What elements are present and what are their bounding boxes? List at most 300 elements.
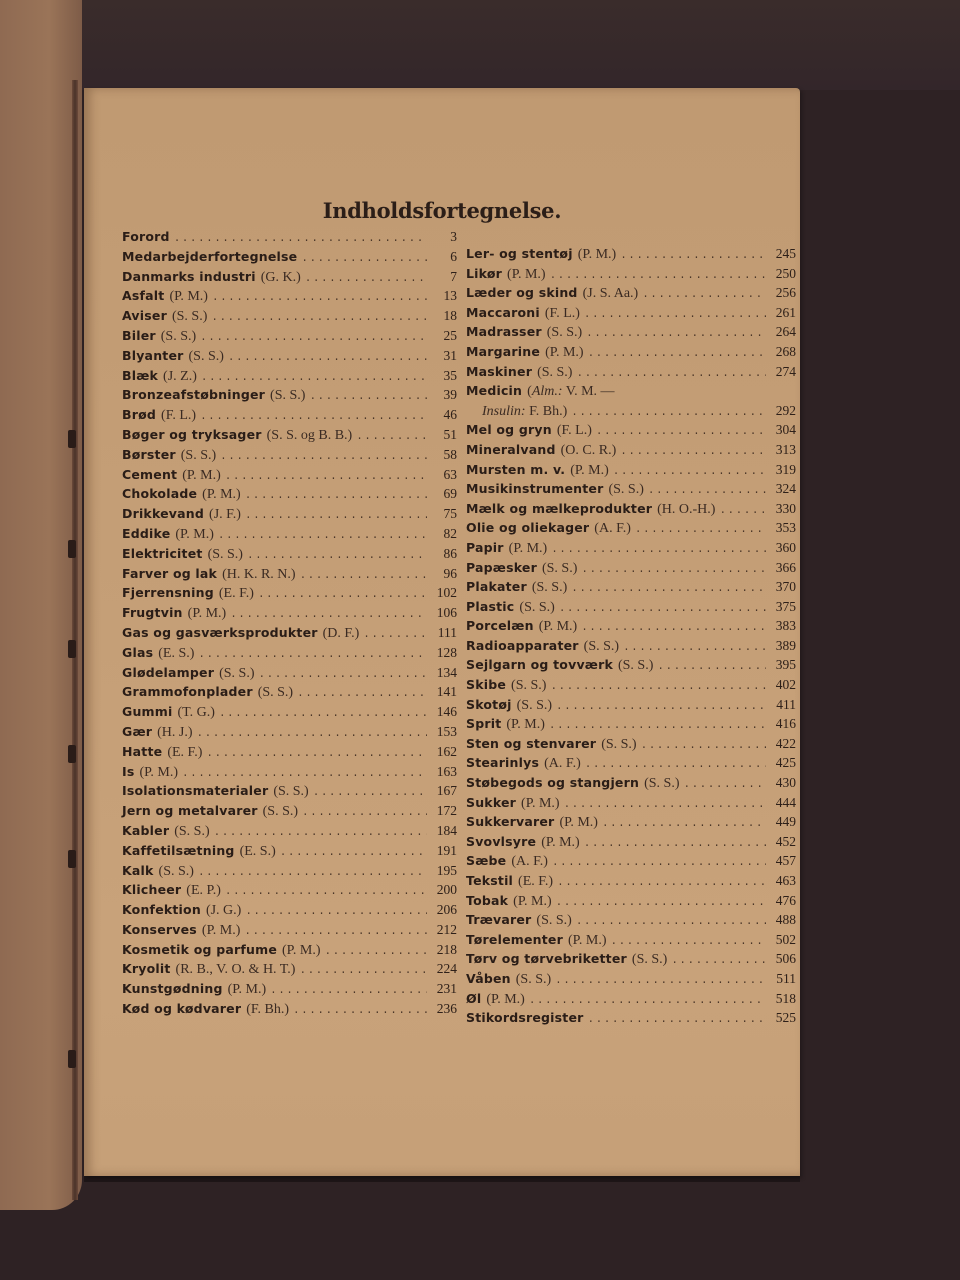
entry-page-number: 153 bbox=[436, 723, 457, 739]
entry-author: (F. Bh.) bbox=[246, 1002, 290, 1018]
entry-author: (P. M.) bbox=[521, 795, 560, 811]
dot-leader bbox=[206, 748, 427, 760]
toc-entry bbox=[122, 625, 457, 645]
dot-leader bbox=[581, 564, 766, 576]
entry-title: Brød bbox=[122, 407, 157, 423]
entry-page-number: 488 bbox=[775, 912, 796, 928]
entry-page-number: 236 bbox=[436, 1001, 457, 1017]
book-page bbox=[84, 88, 800, 1176]
dot-leader bbox=[642, 289, 766, 301]
toc-entry bbox=[122, 467, 457, 487]
entry-title: Porcelæn bbox=[466, 618, 534, 634]
entry-page-number: 162 bbox=[436, 743, 457, 759]
entry-author: (S. S.) bbox=[171, 309, 208, 325]
toc-entry bbox=[466, 442, 796, 462]
entry-page-number: 360 bbox=[775, 539, 796, 555]
entry-page-number: 13 bbox=[443, 288, 457, 304]
entry-author: (P. M.) bbox=[227, 982, 267, 998]
entry-title: Kryolit bbox=[122, 961, 171, 977]
dot-leader bbox=[247, 550, 427, 562]
stitch-mark bbox=[68, 850, 76, 868]
entry-author: (S. S.) bbox=[583, 638, 620, 654]
entry-page-number: 274 bbox=[775, 363, 796, 379]
entry-author: (Alm.: V. M. — bbox=[527, 384, 615, 400]
entry-author: (S. S.) bbox=[519, 599, 555, 615]
entry-title: Bøger og tryksager bbox=[122, 426, 262, 442]
toc-entry bbox=[122, 902, 457, 922]
toc-entry bbox=[466, 638, 796, 658]
entry-title: Farver og lak bbox=[122, 565, 218, 581]
entry-page-number: 212 bbox=[436, 921, 457, 937]
entry-page-number: 46 bbox=[443, 407, 457, 423]
entry-author: (E. S.) bbox=[158, 645, 195, 661]
entry-page-number: 457 bbox=[775, 853, 796, 869]
dot-leader bbox=[356, 431, 427, 443]
entry-page-number: 224 bbox=[436, 961, 457, 977]
entry-title: Svovlsyre bbox=[466, 833, 537, 849]
entry-author: (H. O.-H.) bbox=[657, 501, 716, 517]
dot-leader bbox=[214, 827, 427, 839]
entry-title: Madrasser bbox=[466, 324, 542, 340]
entry-author: (S. S.) bbox=[174, 823, 210, 839]
entry-page-number: 313 bbox=[775, 441, 796, 457]
entry-author: (P. M.) bbox=[541, 834, 580, 850]
entry-author: (S. S.) bbox=[536, 913, 572, 929]
entry-page-number: 444 bbox=[775, 794, 796, 810]
toc-entry bbox=[122, 704, 457, 724]
dot-leader bbox=[225, 471, 427, 483]
dot-leader bbox=[244, 926, 427, 938]
dot-leader bbox=[200, 411, 427, 423]
entry-author: (E. F.) bbox=[167, 744, 203, 760]
entry-page-number: 383 bbox=[775, 618, 796, 634]
entry-author: (F. L.) bbox=[161, 408, 197, 424]
entry-title: Skotøj bbox=[466, 696, 512, 712]
entry-title: Grammofonplader bbox=[122, 684, 253, 700]
entry-page-number: 6 bbox=[450, 248, 457, 264]
entry-page-number: 3 bbox=[450, 229, 457, 244]
dot-leader bbox=[325, 946, 427, 958]
toc-entry bbox=[122, 783, 457, 803]
toc-entry bbox=[466, 873, 796, 893]
dot-leader bbox=[309, 391, 427, 403]
entry-title: Cement bbox=[122, 466, 178, 482]
entry-author: (S. S.) bbox=[219, 665, 255, 681]
entry-title: Musikinstrumenter bbox=[466, 481, 604, 497]
dot-leader bbox=[555, 975, 766, 987]
entry-page-number: 292 bbox=[775, 402, 796, 418]
toc-entry bbox=[122, 764, 457, 784]
entry-title: Klicheer bbox=[122, 882, 182, 898]
toc-entry bbox=[122, 605, 457, 625]
entry-page-number: 449 bbox=[775, 814, 796, 830]
toc-entry bbox=[122, 249, 457, 269]
entry-page-number: 463 bbox=[775, 873, 796, 888]
entry-title: Kabler bbox=[122, 822, 170, 838]
toc-entry bbox=[466, 364, 796, 384]
entry-title: Skibe bbox=[466, 677, 507, 693]
toc-entry bbox=[466, 422, 796, 442]
entry-author: (S. S.) bbox=[617, 658, 654, 674]
toc-entry-continuation bbox=[466, 403, 796, 423]
entry-author: (E. F.) bbox=[218, 586, 254, 602]
dot-leader bbox=[641, 740, 766, 752]
entry-author: (R. B., V. O. & H. T.) bbox=[175, 962, 296, 978]
dot-leader bbox=[683, 779, 766, 791]
dot-leader bbox=[212, 292, 427, 304]
entry-author: (P. M.) bbox=[175, 526, 214, 542]
entry-title: Maskiner bbox=[466, 363, 533, 379]
entry-title: Likør bbox=[466, 265, 503, 281]
entry-title: Tobak bbox=[466, 892, 509, 908]
entry-author: (S. S.) bbox=[158, 863, 194, 879]
dot-leader bbox=[301, 253, 427, 265]
toc-entry bbox=[466, 657, 796, 677]
toc-entry bbox=[466, 501, 796, 521]
entry-page-number: 353 bbox=[775, 520, 796, 536]
dot-leader bbox=[218, 530, 427, 542]
entry-author: (S. S.) bbox=[207, 546, 243, 562]
entry-page-number: 319 bbox=[775, 461, 796, 477]
entry-page-number: 167 bbox=[436, 783, 457, 799]
entry-page-number: 25 bbox=[443, 327, 457, 343]
entry-page-number: 141 bbox=[436, 684, 457, 700]
entry-title: Kosmetik og parfume bbox=[122, 941, 277, 957]
toc-entry bbox=[122, 288, 457, 308]
entry-page-number: 75 bbox=[443, 506, 457, 522]
dot-leader bbox=[270, 985, 427, 997]
toc-entry bbox=[466, 599, 796, 619]
toc-left-column bbox=[122, 229, 457, 1021]
dot-leader bbox=[280, 847, 427, 859]
toc-entry bbox=[466, 677, 796, 697]
toc-entry bbox=[466, 834, 796, 854]
entry-page-number: 134 bbox=[436, 664, 457, 680]
entry-author: (P. M.) bbox=[201, 922, 241, 938]
entry-author: (P. M.) bbox=[513, 893, 552, 909]
dot-leader bbox=[623, 642, 766, 654]
entry-author: (P. M.) bbox=[139, 764, 179, 780]
entry-author: (A. F.) bbox=[544, 756, 581, 772]
dot-leader bbox=[302, 807, 427, 819]
entry-title: Fjerrensning bbox=[122, 585, 214, 601]
entry-page-number: 35 bbox=[443, 367, 457, 383]
entry-page-number: 31 bbox=[443, 347, 457, 363]
dot-leader bbox=[550, 681, 766, 693]
toc-entry bbox=[122, 546, 457, 566]
entry-page-number: 425 bbox=[775, 755, 796, 771]
dot-leader bbox=[198, 649, 427, 661]
entry-page-number: 69 bbox=[443, 486, 457, 502]
dot-leader bbox=[200, 332, 427, 344]
entry-page-number: 256 bbox=[775, 285, 796, 301]
entry-title: Blyanter bbox=[122, 347, 184, 363]
entry-page-number: 411 bbox=[776, 696, 796, 712]
entry-author-text: F. Bh.) bbox=[529, 403, 568, 419]
entry-title: Papir bbox=[466, 539, 504, 555]
toc-entry bbox=[466, 383, 796, 403]
entry-author: (P. M.) bbox=[182, 467, 221, 483]
dot-leader bbox=[613, 466, 766, 478]
entry-page-number: 102 bbox=[436, 585, 457, 601]
entry-title: Øl bbox=[466, 990, 482, 1006]
toc-entry bbox=[466, 755, 796, 775]
dot-leader bbox=[297, 688, 427, 700]
dot-leader bbox=[556, 897, 766, 909]
entry-author: (S. S.) bbox=[541, 560, 578, 576]
entry-page-number: 330 bbox=[775, 500, 796, 516]
entry-title: Ler- og stentøj bbox=[466, 246, 573, 261]
toc-entry bbox=[122, 863, 457, 883]
toc-entry bbox=[466, 716, 796, 736]
toc-entry bbox=[122, 407, 457, 427]
toc-entry bbox=[466, 246, 796, 266]
entry-title: Chokolade bbox=[122, 486, 198, 502]
toc-entry bbox=[122, 585, 457, 605]
entry-title: Stikordsregister bbox=[466, 1010, 584, 1026]
toc-entry bbox=[122, 665, 457, 685]
toc-entry bbox=[122, 348, 457, 368]
entry-title: Drikkevand bbox=[122, 506, 205, 522]
toc-entry bbox=[466, 932, 796, 952]
entry-page-number: 106 bbox=[436, 605, 457, 621]
dot-leader bbox=[220, 451, 427, 463]
entry-title: Sprit bbox=[466, 716, 502, 732]
entry-page-number: 304 bbox=[775, 422, 796, 438]
toc-entry bbox=[466, 462, 796, 482]
entry-title: Mineralvand bbox=[466, 441, 556, 457]
entry-author: (S. S.) bbox=[546, 325, 583, 341]
dot-leader bbox=[219, 708, 427, 720]
entry-title: Is bbox=[122, 763, 135, 779]
toc-entry bbox=[466, 697, 796, 717]
previous-page-edge bbox=[0, 0, 82, 1210]
toc-entry bbox=[122, 566, 457, 586]
entry-author: (S. S.) bbox=[262, 804, 299, 820]
entry-author: (P. M.) bbox=[187, 606, 227, 622]
entry-page-number: 395 bbox=[775, 657, 796, 673]
dot-leader bbox=[549, 720, 766, 732]
entry-title: Bronzeafstøbninger bbox=[122, 387, 266, 403]
dot-leader bbox=[552, 857, 766, 869]
entry-author: (E. P.) bbox=[186, 883, 221, 899]
page-title: Indholdsfortegnelse. bbox=[322, 198, 562, 223]
dot-leader bbox=[245, 906, 427, 918]
dot-leader bbox=[556, 701, 766, 713]
stitch-mark bbox=[68, 540, 76, 558]
entry-page-number: 82 bbox=[443, 525, 457, 541]
entry-title: Gær bbox=[122, 723, 153, 739]
dot-leader bbox=[551, 544, 766, 556]
entry-author: (A. F.) bbox=[594, 521, 631, 537]
toc-entry bbox=[122, 961, 457, 981]
entry-page-number: 452 bbox=[775, 833, 796, 849]
entry-page-number: 163 bbox=[436, 763, 457, 779]
entry-author: (P. M.) bbox=[545, 344, 584, 360]
dot-leader bbox=[581, 622, 766, 634]
entry-page-number: 506 bbox=[775, 951, 796, 967]
toc-entry bbox=[122, 427, 457, 447]
entry-author: (G. K.) bbox=[260, 269, 301, 285]
dot-leader bbox=[230, 609, 427, 621]
entry-title: Isolationsmaterialer bbox=[122, 783, 269, 799]
entry-title: Sejlgarn og tovværk bbox=[466, 657, 613, 673]
toc-entry bbox=[122, 269, 457, 289]
entry-page-number: 128 bbox=[436, 644, 457, 660]
entry-page-number: 58 bbox=[443, 446, 457, 462]
entry-title: Medicin bbox=[466, 383, 523, 399]
toc-entry bbox=[122, 526, 457, 546]
toc-entry bbox=[466, 560, 796, 580]
entry-title: Glødelamper bbox=[122, 664, 215, 680]
entry-title: Glas bbox=[122, 644, 154, 660]
entry-title: Trævarer bbox=[466, 912, 532, 928]
entry-title: Olie og oliekager bbox=[466, 520, 590, 536]
entry-page-number: 111 bbox=[437, 624, 457, 640]
toc-entry bbox=[466, 775, 796, 795]
toc-entry bbox=[122, 229, 457, 249]
dot-leader bbox=[559, 603, 766, 615]
entry-author: (D. F.) bbox=[322, 625, 360, 641]
entry-title: Frugtvin bbox=[122, 605, 183, 621]
toc-entry bbox=[466, 991, 796, 1011]
entry-title: Mælk og mælkeprodukter bbox=[466, 500, 653, 516]
entry-title: Aviser bbox=[122, 308, 167, 324]
entry-page-number: 476 bbox=[775, 892, 796, 908]
stitch-mark bbox=[68, 1050, 76, 1068]
entry-title: Kaffetilsætning bbox=[122, 842, 235, 858]
entry-page-number: 518 bbox=[775, 990, 796, 1006]
dot-leader bbox=[363, 629, 427, 641]
dot-leader bbox=[585, 759, 766, 771]
entry-page-number: 18 bbox=[443, 308, 457, 324]
entry-author: (E. F.) bbox=[518, 874, 554, 889]
entry-author: (P. M.) bbox=[506, 717, 545, 733]
entry-title: Sæbe bbox=[466, 853, 507, 869]
toc-entry bbox=[466, 795, 796, 815]
entry-page-number: 422 bbox=[775, 735, 796, 751]
toc-entry bbox=[466, 893, 796, 913]
entry-title: Sukker bbox=[466, 794, 517, 810]
entry-page-number: 250 bbox=[775, 265, 796, 281]
entry-author-italic: Alm.: bbox=[531, 384, 563, 400]
background bbox=[0, 0, 960, 90]
entry-page-number: 146 bbox=[436, 704, 457, 720]
toc-entry bbox=[466, 736, 796, 756]
entry-page-number: 184 bbox=[436, 822, 457, 838]
entry-page-number: 402 bbox=[775, 677, 796, 693]
dot-leader bbox=[588, 348, 766, 360]
entry-author: (T. G.) bbox=[177, 705, 215, 721]
entry-author: (S. S.) bbox=[160, 328, 197, 344]
entry-page-number: 172 bbox=[436, 803, 457, 819]
entry-author: (F. L.) bbox=[556, 423, 592, 439]
entry-author: (P. M.) bbox=[507, 266, 546, 282]
entry-author: (J. Z.) bbox=[163, 368, 197, 384]
entry-author: (S. S.) bbox=[257, 685, 294, 701]
toc-entry bbox=[122, 447, 457, 467]
entry-title: Elektricitet bbox=[122, 545, 203, 561]
entry-author: (J. G.) bbox=[205, 903, 242, 919]
toc-entry bbox=[466, 912, 796, 932]
entry-author: (P. M.) bbox=[538, 619, 578, 635]
entry-author-text: V. M. — bbox=[565, 384, 615, 400]
entry-title: Hatte bbox=[122, 743, 163, 759]
entry-page-number: 366 bbox=[775, 559, 796, 575]
dot-leader bbox=[259, 669, 428, 681]
entry-title: Kalk bbox=[122, 862, 154, 878]
entry-author: (S. S.) bbox=[537, 364, 573, 380]
toc-entry bbox=[466, 971, 796, 991]
toc-entry bbox=[466, 951, 796, 971]
entry-title: Støbegods og stangjern bbox=[466, 775, 640, 791]
entry-title: Tørelementer bbox=[466, 931, 563, 947]
toc-entry bbox=[122, 368, 457, 388]
entry-title: Mursten m. v. bbox=[466, 461, 566, 477]
entry-title: Eddike bbox=[122, 525, 171, 541]
entry-author: (A. F.) bbox=[511, 854, 548, 870]
entry-title: Asfalt bbox=[122, 288, 165, 304]
entry-page-number: 324 bbox=[775, 481, 796, 497]
entry-title: Mel og gryn bbox=[466, 422, 552, 438]
entry-author: (S. S.) bbox=[631, 952, 668, 968]
dot-leader bbox=[198, 867, 427, 879]
entry-title: Radioapparater bbox=[466, 637, 579, 653]
entry-page-number: 63 bbox=[443, 466, 457, 482]
dot-leader bbox=[293, 1005, 427, 1017]
dot-leader bbox=[610, 936, 766, 948]
entry-author: (S. S.) bbox=[188, 348, 224, 364]
dot-leader bbox=[305, 273, 427, 285]
entry-page-number: 416 bbox=[775, 716, 796, 732]
entry-author: (E. S.) bbox=[239, 843, 276, 859]
toc-entry bbox=[122, 981, 457, 1001]
entry-author: (S. S.) bbox=[644, 776, 680, 792]
entry-page-number: 200 bbox=[436, 882, 457, 898]
toc-entry bbox=[466, 1010, 796, 1030]
entry-title: Biler bbox=[122, 327, 156, 343]
entry-page-number: 245 bbox=[775, 246, 796, 261]
entry-title: Konfektion bbox=[122, 902, 201, 918]
toc-entry bbox=[122, 308, 457, 328]
entry-author: (J. F.) bbox=[209, 507, 241, 523]
entry-title: Plastic bbox=[466, 598, 515, 614]
entry-page-number: 39 bbox=[443, 387, 457, 403]
dot-leader bbox=[648, 485, 766, 497]
entry-page-number: 370 bbox=[775, 579, 796, 595]
dot-leader bbox=[576, 368, 766, 380]
toc-entry bbox=[466, 481, 796, 501]
dot-leader bbox=[201, 372, 427, 384]
entry-author: (P. M.) bbox=[169, 289, 208, 305]
entry-page-number: 502 bbox=[775, 931, 796, 947]
entry-author: (S. S. og B. B.) bbox=[266, 427, 353, 443]
entry-title: Jern og metalvarer bbox=[122, 803, 258, 819]
entry-author bbox=[482, 404, 567, 420]
entry-title: Sukkervarer bbox=[466, 814, 555, 830]
entry-author: (H. J.) bbox=[157, 724, 193, 740]
entry-page-number: 268 bbox=[775, 343, 796, 359]
entry-author: (S. S.) bbox=[601, 736, 637, 752]
toc-entry bbox=[122, 803, 457, 823]
entry-title: Plakater bbox=[466, 579, 527, 595]
entry-title: Maccaroni bbox=[466, 304, 540, 320]
entry-page-number: 7 bbox=[450, 268, 457, 284]
entry-author: (P. M.) bbox=[486, 991, 525, 1007]
toc-right-column bbox=[466, 246, 796, 1030]
toc-entry bbox=[122, 942, 457, 962]
toc-entry bbox=[122, 387, 457, 407]
